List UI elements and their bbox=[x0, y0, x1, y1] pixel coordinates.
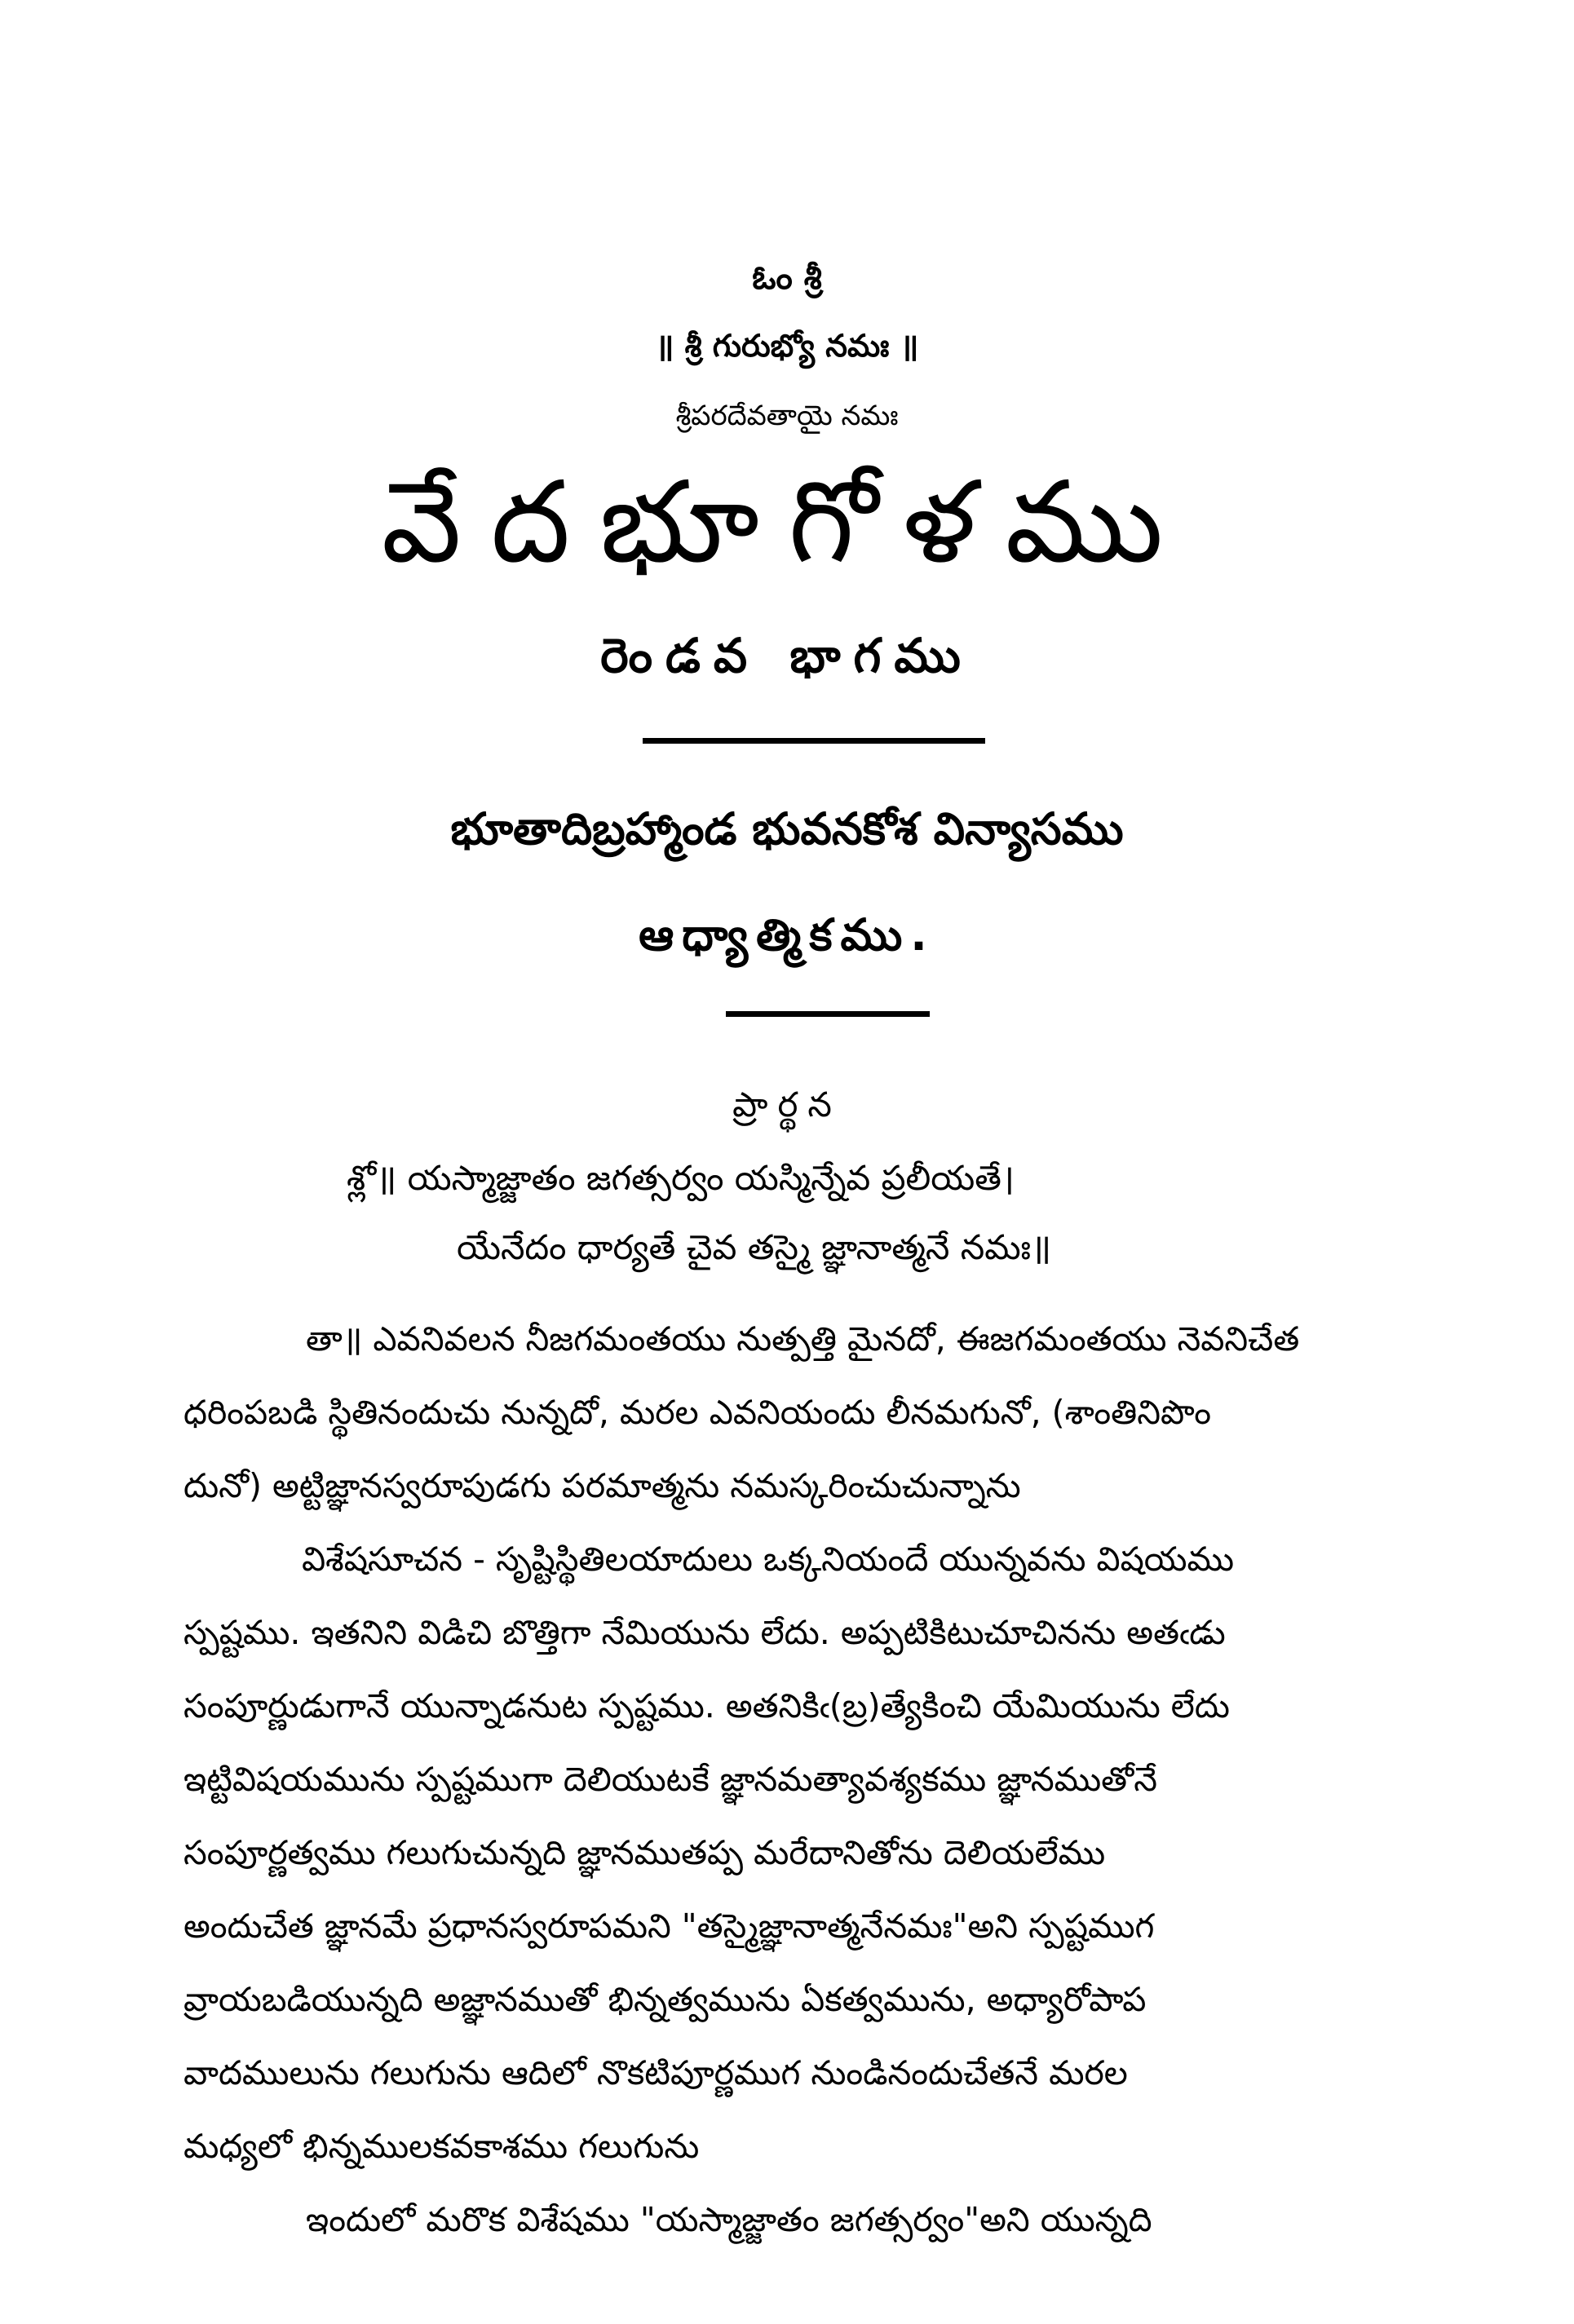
body-line: ఇందులో మరొక విశేషము "యస్మాజ్జాతం జగత్సర్వం"అని యున్నది bbox=[306, 2200, 1152, 2239]
body-line: వాదములును గలుగును ఆదిలో నొకటిపూర్ణముగ నుండినందుచేతనే మరల bbox=[183, 2053, 1128, 2092]
subtitle-spiritual: ఆధ్యాత్మికము. bbox=[639, 909, 935, 961]
body-line: దునో) అట్టిజ్ఞానస్వరూపుడగు పరమాత్మను నమస్కరించుచున్నాను bbox=[183, 1466, 1021, 1505]
body-line: సంపూర్ణత్వము గలుగుచున్నది జ్ఞానముతప్ప మరేదానితోను దెలియలేము bbox=[183, 1833, 1106, 1872]
body-line: ఇట్టివిషయమును స్పష్టముగా దెలియుటకే జ్ఞానమత్యావశ్యకము జ్ఞానముతోనే bbox=[183, 1760, 1157, 1799]
guru-salutation: ॥ శ్రీ గురుభ్యో నమః ॥ bbox=[655, 328, 919, 364]
part-label: రెండవ భాగము bbox=[600, 628, 974, 683]
body-line: స్పష్టము. ఇతనిని విడిచి బొత్తిగా నేమియును లేదు. అప్పటికిటుచూచినను అతఁడు bbox=[183, 1613, 1226, 1652]
body-line: విశేషసూచన - సృష్టిస్థితిలయాదులు ఒక్కనియందే యున్నవను విషయము bbox=[302, 1540, 1235, 1579]
verse-line-2: యేనేదం ధార్యతే చైవ తస్మై జ్ఞానాత్మనే నమః॥ bbox=[457, 1227, 1052, 1267]
devata-salutation: శ్రీపరదేవతాయై నమః bbox=[675, 400, 899, 432]
subtitle-cosmology: భూతాదిబ్రహ్మాండ భువనకోశ విన్యాసము bbox=[450, 803, 1124, 855]
body-line: సంపూర్ణుడుగానే యున్నాడనుట స్పష్టము. అతనికిఁ(బ్ర)త్యేకించి యేమియును లేదు bbox=[183, 1686, 1230, 1725]
body-line: వ్రాయబడియున్నది అజ్ఞానముతో భిన్నత్వమును ఏకత్వమును, అధ్యారోపాప bbox=[183, 1980, 1147, 2019]
body-line: అందుచేత జ్ఞానమే ప్రధానస్వరూపమని "తస్మైజ్ఞానాత్మనేనమః"అని స్పష్టముగ bbox=[183, 1906, 1155, 1946]
subtitle-divider bbox=[726, 1011, 930, 1017]
title-divider bbox=[643, 738, 985, 744]
verse-line-1: శ్లో॥ యస్మాజ్జాతం జగత్సర్వం యస్మిన్నేవ ప్రలీయతే। bbox=[347, 1158, 1015, 1198]
invocation-line: ఓం శ్రీ bbox=[752, 259, 822, 297]
body-line: తా॥ ఎవనివలన నీజగమంతయు నుత్పత్తి మైనదో, ఈజగమంతయు నెవనిచేత bbox=[306, 1319, 1300, 1359]
book-title: వేదభూగోళము bbox=[381, 457, 1193, 588]
body-line: మధ్యలో భిన్నములకవకాశము గలుగును bbox=[183, 2127, 700, 2166]
body-line: ధరింపబడి స్థితినందుచు నున్నదో, మరల ఎవనియందు లీనమగునో, (శాంతినిపొం bbox=[183, 1393, 1212, 1432]
prayer-heading: ప్రార్థన bbox=[732, 1085, 842, 1124]
